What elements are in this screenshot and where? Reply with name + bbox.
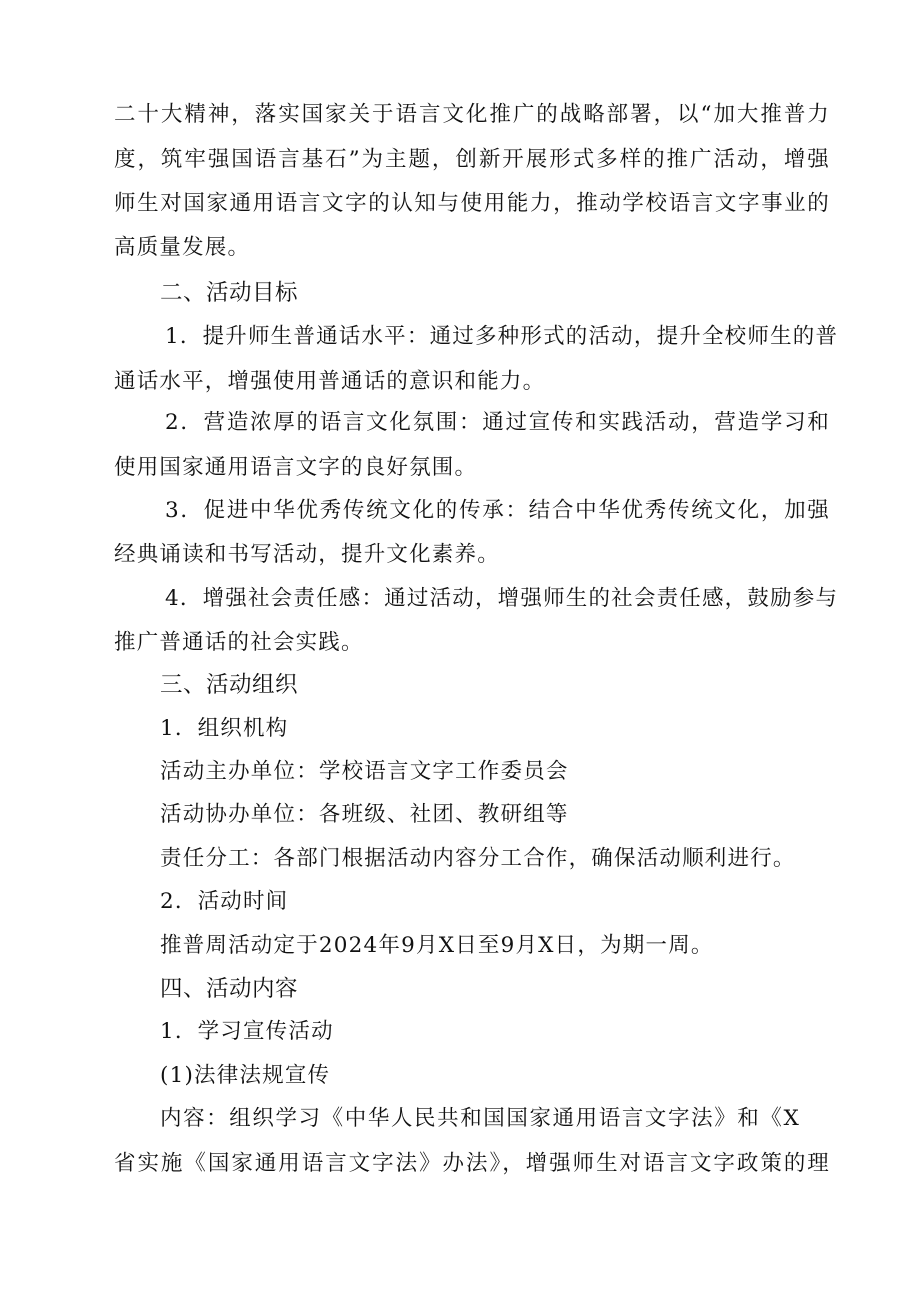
content-item-1: 1．学习宣传活动: [160, 1019, 334, 1044]
goal-1-line-2: 通话水平，增强使用普通话的意识和能力。: [114, 369, 546, 394]
intro-line-2: 度，筑牢强国语言基石”为主题，创新开展形式多样的推广活动，增强: [114, 147, 830, 172]
org-item-2: 2．活动时间: [160, 889, 289, 914]
org-cohost: 活动协办单位：各班级、社团、教研组等: [160, 802, 569, 827]
intro-line-3: 师生对国家通用语言文字的认知与使用能力，推动学校语言文字事业的: [114, 191, 830, 216]
intro-line-4: 高质量发展。: [114, 235, 251, 260]
content-sub-1: (1)法律法规宣传: [160, 1063, 331, 1088]
intro-line-1: 二十大精神，落实国家关于语言文化推广的战略部署，以“加大推普力: [114, 102, 830, 127]
section-2-heading: 二、活动目标: [160, 280, 299, 306]
org-host: 活动主办单位：学校语言文字工作委员会: [160, 759, 569, 784]
content-line-2: 省实施《国家通用语言文字法》办法》，增强师生对语言文字政策的理: [114, 1151, 830, 1176]
goal-1-line-1: 1．提升师生普通话水平：通过多种形式的活动，提升全校师生的普: [165, 324, 839, 349]
section-3-heading: 三、活动组织: [160, 672, 299, 698]
goal-3-line-2: 经典诵读和书写活动，提升文化素养。: [114, 542, 500, 567]
org-duty: 责任分工：各部门根据活动内容分工合作，确保活动顺利进行。: [160, 846, 796, 871]
goal-2-line-2: 使用国家通用语言文字的良好氛围。: [114, 455, 478, 480]
goal-2-line-1: 2．营造浓厚的语言文化氛围：通过宣传和实践活动，营造学习和: [165, 410, 830, 435]
goal-3-line-1: 3．促进中华优秀传统文化的传承：结合中华优秀传统文化，加强: [165, 498, 830, 523]
content-line-1: 内容：组织学习《中华人民共和国国家通用语言文字法》和《X: [160, 1106, 800, 1131]
org-item-1: 1．组织机构: [160, 716, 289, 741]
org-time: 推普周活动定于2024年9月X日至9月X日，为期一周。: [160, 933, 714, 958]
goal-4-line-1: 4．增强社会责任感：通过活动，增强师生的社会责任感，鼓励参与: [165, 586, 839, 611]
goal-4-line-2: 推广普通话的社会实践。: [114, 630, 364, 655]
section-4-heading: 四、活动内容: [160, 976, 299, 1002]
